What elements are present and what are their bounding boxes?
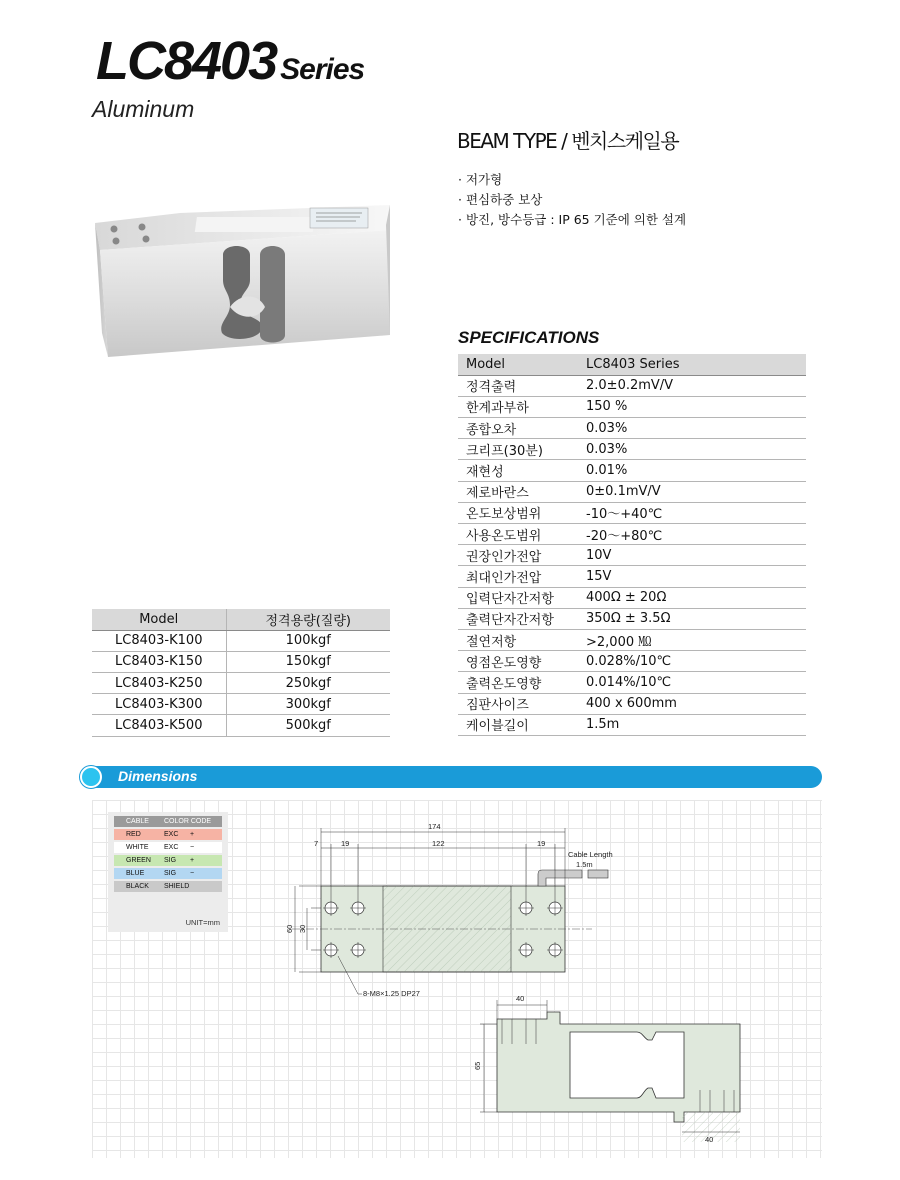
column-header: Model	[92, 609, 226, 630]
spec-value: -20～+80℃	[578, 524, 806, 545]
cable-header-label: CABLE	[126, 818, 149, 825]
column-header: 정격용량(질량)	[226, 609, 390, 630]
wire-signal: EXC	[164, 844, 179, 851]
dim-left-a: 7	[314, 839, 319, 848]
table-row	[458, 502, 806, 523]
spec-key: 크리프(30분)	[458, 439, 578, 460]
spec-value: 15V	[578, 566, 806, 587]
unit-label: UNIT=mm	[185, 918, 220, 927]
spec-title: SPECIFICATIONS	[458, 328, 600, 347]
spec-key: 입력단자간저항	[458, 587, 578, 608]
load-cell-image	[90, 195, 450, 370]
side-dim-height: 65	[473, 1061, 482, 1070]
dim-left-b: 19	[341, 839, 350, 848]
capacity-cell: 150kgf	[226, 651, 390, 672]
wire-signal: SIG	[164, 870, 177, 877]
spec-key: 재현성	[458, 460, 578, 481]
dim-height-60: 60	[285, 924, 294, 933]
spec-key: 온도보상범위	[458, 502, 578, 523]
table-row	[92, 673, 390, 694]
model-cell: LC8403-K250	[92, 673, 226, 694]
table-row	[458, 714, 806, 735]
spec-key: 케이블길이	[458, 714, 578, 735]
spec-value: 0.01%	[578, 460, 806, 481]
spec-key: 사용온도범위	[458, 524, 578, 545]
table-row	[458, 672, 806, 693]
model-cell: LC8403-K150	[92, 651, 226, 672]
dimension-drawing	[92, 800, 822, 1158]
spec-value: LC8403 Series	[578, 354, 806, 375]
wire-color: RED	[126, 831, 141, 838]
model-name: LC8403	[96, 31, 277, 91]
table-row	[458, 354, 806, 375]
spec-value: -10～+40℃	[578, 502, 806, 523]
spec-value: 0.03%	[578, 418, 806, 439]
feature-item: · 방진, 방수등급 : IP 65 기준에 의한 설계	[458, 210, 686, 230]
wire-sign: −	[190, 870, 195, 877]
capacity-cell: 500kgf	[226, 715, 390, 736]
series-label: Series	[280, 53, 365, 86]
spec-value: 0.014%/10℃	[578, 672, 806, 693]
table-row	[458, 439, 806, 460]
model-cell: LC8403-K100	[92, 630, 226, 651]
cable-length-value: 1.5m	[576, 860, 593, 869]
product-title	[96, 30, 364, 92]
spec-value: 2.0±0.2mV/V	[578, 375, 806, 396]
spec-key: 짐판사이즈	[458, 693, 578, 714]
spec-value: 0±0.1mV/V	[578, 481, 806, 502]
dim-mid: 122	[432, 839, 445, 848]
spec-value: 350Ω ± 3.5Ω	[578, 608, 806, 629]
model-table	[92, 609, 390, 737]
color-code-header-label: COLOR CODE	[164, 818, 212, 825]
thread-spec: 8-M8×1.25 DP27	[363, 989, 420, 998]
spec-value: 1.5m	[578, 714, 806, 735]
wire-signal: EXC	[164, 831, 179, 838]
spec-value: 10V	[578, 545, 806, 566]
spec-key: Model	[458, 354, 578, 375]
table-row	[458, 460, 806, 481]
table-row	[458, 608, 806, 629]
table-row	[92, 715, 390, 736]
table-row	[92, 694, 390, 715]
dim-height-30: 30	[298, 924, 307, 933]
wire-signal: SIG	[164, 857, 177, 864]
feature-list	[458, 170, 686, 230]
spec-key: 출력온도영향	[458, 672, 578, 693]
bullet-circle-icon	[80, 766, 102, 788]
spec-key: 권장인가전압	[458, 545, 578, 566]
capacity-cell: 300kgf	[226, 694, 390, 715]
capacity-cell: 250kgf	[226, 673, 390, 694]
wire-sign: +	[190, 857, 195, 864]
table-row	[458, 693, 806, 714]
spec-table	[458, 354, 806, 736]
table-row	[458, 651, 806, 672]
wire-color: WHITE	[126, 844, 149, 851]
dimensions-title: Dimensions	[118, 768, 198, 784]
spec-key: 영점온도영향	[458, 651, 578, 672]
wire-color: BLACK	[126, 883, 149, 890]
table-row	[458, 481, 806, 502]
table-row	[458, 524, 806, 545]
wire-color: BLUE	[126, 870, 145, 877]
wire-sign: +	[190, 831, 195, 838]
side-dim-top: 40	[516, 994, 525, 1003]
spec-value: 0.028%/10℃	[578, 651, 806, 672]
table-row	[92, 630, 390, 651]
spec-key: 종합오차	[458, 418, 578, 439]
spec-value: 400 x 600mm	[578, 693, 806, 714]
table-row	[458, 566, 806, 587]
feature-item: · 편심하중 보상	[458, 190, 686, 210]
wire-color: GREEN	[126, 857, 151, 864]
dim-right-b: 19	[537, 839, 546, 848]
table-row	[458, 375, 806, 396]
table-row	[92, 651, 390, 672]
spec-key: 절연저항	[458, 629, 578, 650]
table-row	[458, 587, 806, 608]
spec-key: 제로바란스	[458, 481, 578, 502]
wire-signal: SHIELD	[164, 883, 190, 890]
feature-item: · 저가형	[458, 170, 686, 190]
table-row	[458, 629, 806, 650]
spec-value: >2,000 ㏁	[578, 629, 806, 650]
spec-value: 400Ω ± 20Ω	[578, 587, 806, 608]
spec-key: 최대인가전압	[458, 566, 578, 587]
spec-key: 출력단자간저항	[458, 608, 578, 629]
wire-sign: −	[190, 844, 195, 851]
table-row	[458, 545, 806, 566]
spec-value: 0.03%	[578, 439, 806, 460]
model-cell: LC8403-K300	[92, 694, 226, 715]
material-label: Aluminum	[92, 96, 195, 122]
side-dim-bottom: 40	[705, 1135, 714, 1144]
spec-key: 한계과부하	[458, 396, 578, 417]
table-row	[458, 396, 806, 417]
dim-total: 174	[428, 822, 441, 831]
spec-value: 150 %	[578, 396, 806, 417]
cable-length-label: Cable Length	[568, 850, 613, 859]
spec-key: 정격출력	[458, 375, 578, 396]
model-cell: LC8403-K500	[92, 715, 226, 736]
table-row	[458, 418, 806, 439]
table-row	[92, 609, 390, 630]
capacity-cell: 100kgf	[226, 630, 390, 651]
beam-type-heading: BEAM TYPE / 벤치스케일용	[457, 129, 679, 153]
